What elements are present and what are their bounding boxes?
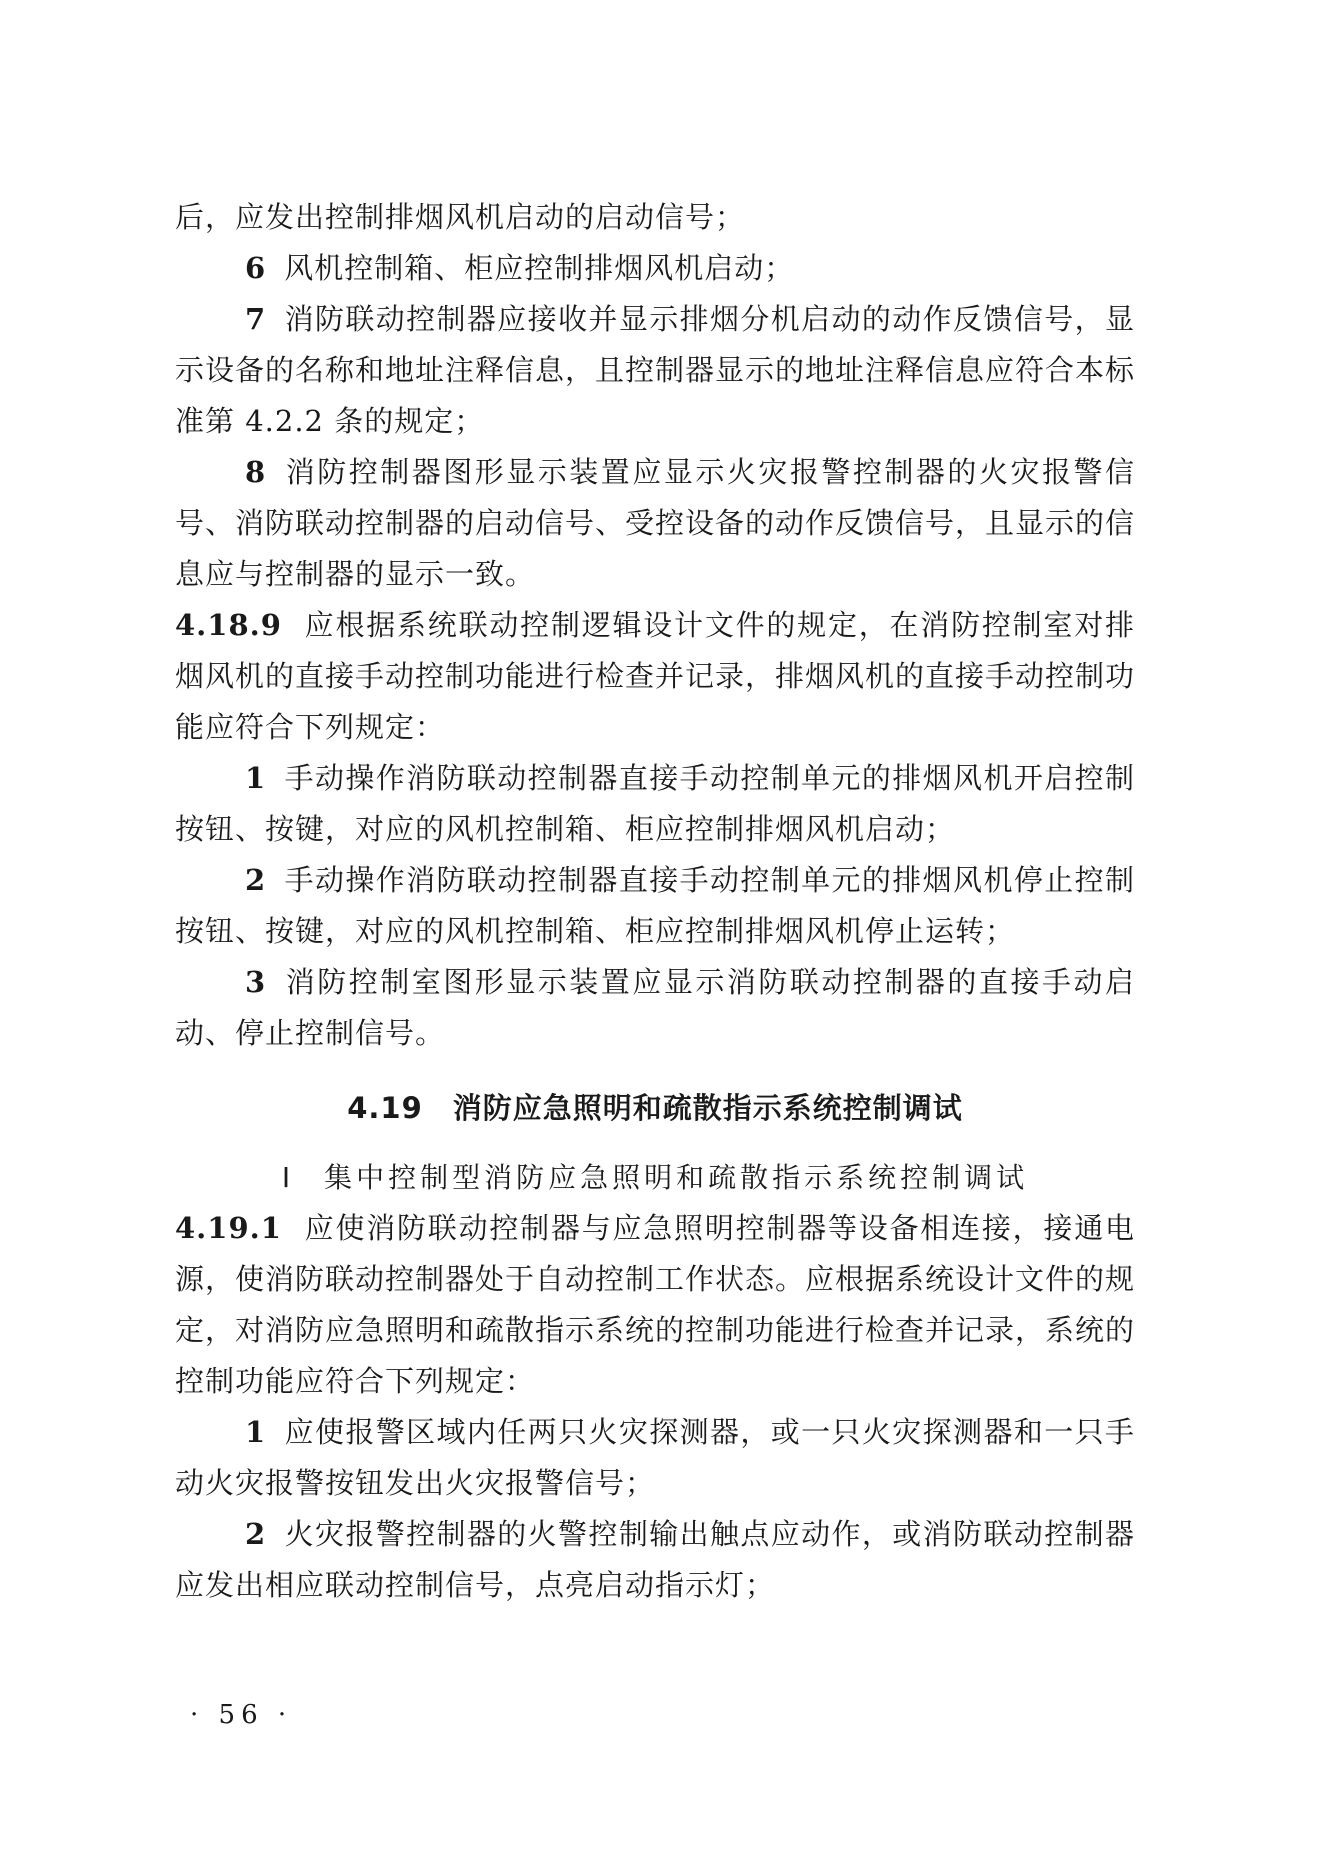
section-title-text: 消防应急照明和疏散指示系统控制调试 bbox=[452, 1091, 963, 1125]
item-text: 消防控制室图形显示装置应显示消防联动控制器的直接手动启动、停止控制信号。 bbox=[175, 965, 1135, 1050]
clause-number: 4.19.1 bbox=[175, 1211, 282, 1245]
list-item-8 bbox=[175, 447, 1135, 600]
item-number: 1 bbox=[245, 761, 267, 795]
item-text: 火灾报警控制器的火警控制输出触点应动作，或消防联动控制器应发出相应联动控制信号，点亮启动指示灯； bbox=[175, 1517, 1135, 1602]
item-text: 消防控制器图形显示装置应显示火灾报警控制器的火灾报警信号、消防联动控制器的启动信号、受控设备的动作反馈信号，且显示的信息应与控制器的显示一致。 bbox=[175, 455, 1136, 591]
clause-text: 应使消防联动控制器与应急照明控制器等设备相连接，接通电源，使消防联动控制器处于自动控制工作状态。应根据系统设计文件的规定，对消防应急照明和疏散指示系统的控制功能进行检查并记录，系统的控制功能应符合下列规定： bbox=[175, 1211, 1136, 1398]
list-item-6 bbox=[175, 243, 1135, 294]
list-item-1 bbox=[175, 1407, 1135, 1509]
item-text: 风机控制箱、柜应控制排烟风机启动； bbox=[284, 251, 795, 285]
list-item-2 bbox=[175, 855, 1135, 957]
list-item-3 bbox=[175, 957, 1135, 1059]
clause-4-18-9 bbox=[175, 600, 1135, 753]
item-number: 6 bbox=[245, 251, 267, 285]
item-number: 2 bbox=[245, 863, 267, 897]
page-number: · 56 · bbox=[190, 1700, 293, 1730]
subsection-numeral: Ⅰ bbox=[281, 1161, 295, 1194]
subsection-title bbox=[175, 1152, 1135, 1203]
item-number: 2 bbox=[245, 1517, 267, 1551]
list-item-1 bbox=[175, 753, 1135, 855]
page-content bbox=[175, 192, 1135, 1611]
section-title bbox=[175, 1083, 1135, 1134]
item-number: 1 bbox=[245, 1415, 267, 1449]
clause-text: 应根据系统联动控制逻辑设计文件的规定，在消防控制室对排烟风机的直接手动控制功能进行检查并记录，排烟风机的直接手动控制功能应符合下列规定： bbox=[175, 608, 1136, 744]
subsection-title-text: 集中控制型消防应急照明和疏散指示系统控制调试 bbox=[324, 1161, 1029, 1194]
item-number: 7 bbox=[245, 302, 267, 336]
list-item-7 bbox=[175, 294, 1135, 447]
item-text: 应使报警区域内任两只火灾探测器，或一只火灾探测器和一只手动火灾报警按钮发出火灾报警信号； bbox=[175, 1415, 1135, 1500]
item-number: 8 bbox=[245, 455, 267, 489]
paragraph-continuation: 后，应发出控制排烟风机启动的启动信号； bbox=[175, 200, 746, 234]
item-text: 手动操作消防联动控制器直接手动控制单元的排烟风机开启控制按钮、按键，对应的风机控制箱、柜应控制排烟风机启动； bbox=[175, 761, 1135, 846]
clause-number: 4.18.9 bbox=[175, 608, 282, 642]
item-text: 消防联动控制器应接收并显示排烟分机启动的动作反馈信号，显示设备的名称和地址注释信息，且控制器显示的地址注释信息应符合本标准第 4.2.2 条的规定； bbox=[175, 302, 1136, 438]
list-item-2 bbox=[175, 1509, 1135, 1611]
section-number: 4.19 bbox=[347, 1091, 423, 1125]
item-number: 3 bbox=[245, 965, 267, 999]
item-text: 手动操作消防联动控制器直接手动控制单元的排烟风机停止控制按钮、按键，对应的风机控制箱、柜应控制排烟风机停止运转； bbox=[175, 863, 1135, 948]
clause-4-19-1 bbox=[175, 1203, 1135, 1407]
